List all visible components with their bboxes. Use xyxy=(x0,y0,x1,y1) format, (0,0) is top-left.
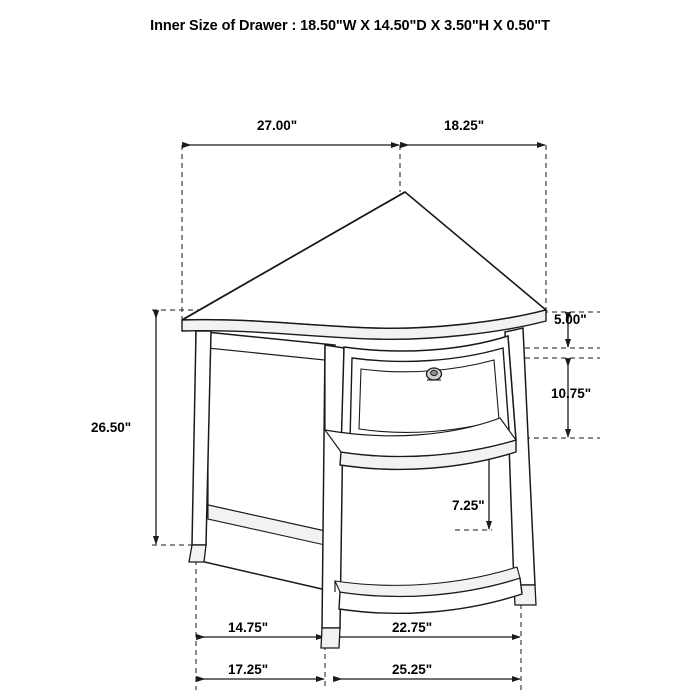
leg-front-left-foot xyxy=(321,628,340,648)
dimension-label-shelf-to-floor: 7.25" xyxy=(452,498,485,513)
dimension-label-lower-opening-height: 10.75" xyxy=(551,386,592,401)
drawer-knob xyxy=(427,368,442,380)
dimension-label-top-width-left: 27.00" xyxy=(257,118,298,133)
side-panel-inset xyxy=(208,348,325,531)
dimension-label-overall-width: 25.25" xyxy=(392,662,433,677)
dimension-label-drawer-face-height: 5.00" xyxy=(554,312,587,327)
table-top xyxy=(182,192,546,328)
nightstand-illustration xyxy=(182,192,546,648)
dimension-label-overall-depth: 17.25" xyxy=(228,662,269,677)
page-title: Inner Size of Drawer : 18.50"W X 14.50"D X 3.50"H X 0.50"T xyxy=(150,18,550,34)
dimension-label-overall-height: 26.50" xyxy=(91,420,132,435)
dimension-label-base-width-right: 22.75" xyxy=(392,620,433,635)
leg-back-left-foot xyxy=(189,545,206,562)
dimension-label-top-width-right: 18.25" xyxy=(444,118,485,133)
dimension-label-base-depth-left: 14.75" xyxy=(228,620,269,635)
